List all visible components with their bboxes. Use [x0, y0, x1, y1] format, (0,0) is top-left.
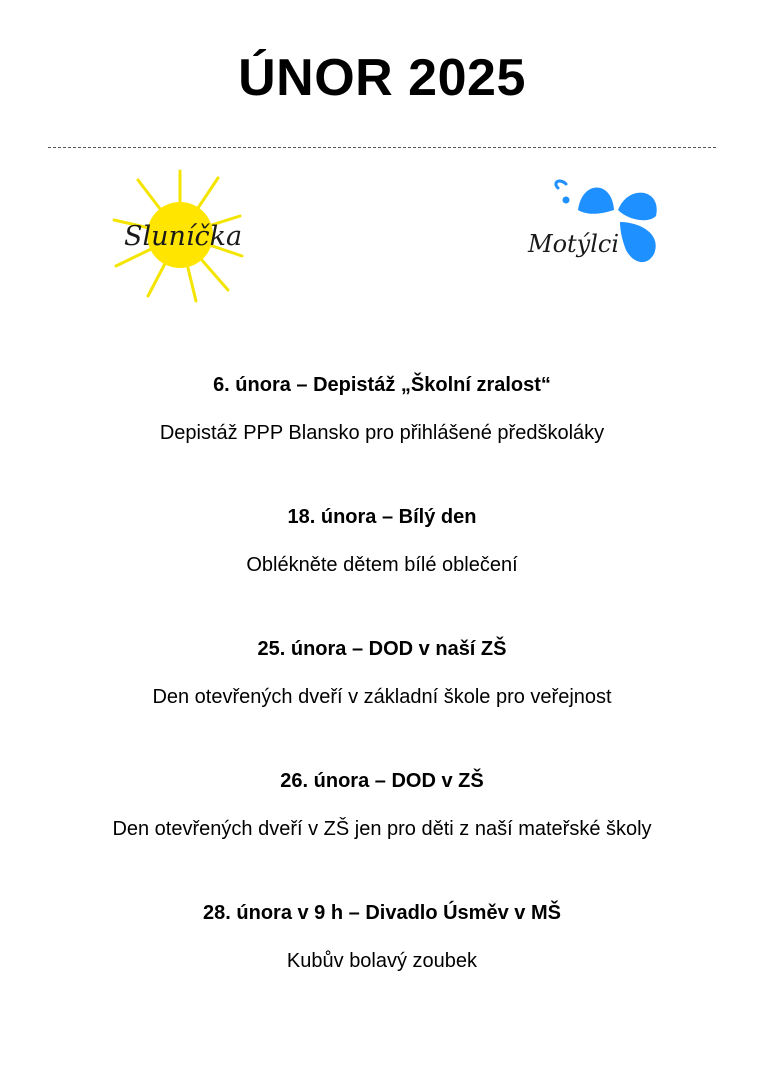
- sun-icon: [110, 168, 250, 303]
- event-item: [0, 900, 764, 1032]
- event-description: Kubův bolavý zoubek: [286, 950, 478, 972]
- motylci-logo-text: Motýlci: [528, 230, 620, 258]
- events-list: [0, 372, 764, 1032]
- butterfly-icon: [522, 172, 667, 282]
- dashed-divider: [48, 147, 716, 148]
- slunicka-logo-text: Sluníčka: [124, 221, 243, 252]
- event-description: Den otevřených dveří v základní škole pro veřejnost: [152, 686, 612, 708]
- event-title: 6. února – Depistáž „Školní zralost“: [213, 374, 551, 396]
- event-item: [0, 768, 764, 900]
- event-item: [0, 504, 764, 636]
- event-title: 26. února – DOD v ZŠ: [280, 770, 484, 792]
- slunicka-logo: [110, 168, 250, 303]
- motylci-logo: [522, 172, 667, 282]
- event-item: [0, 636, 764, 768]
- event-title: 28. února v 9 h – Divadlo Úsměv v MŠ: [203, 902, 561, 924]
- event-description: Den otevřených dveří v ZŠ jen pro děti z naší mateřské školy: [112, 818, 652, 840]
- event-title: 25. února – DOD v naší ZŠ: [257, 638, 507, 660]
- event-description: Depistáž PPP Blansko pro přihlášené předškoláky: [159, 422, 605, 444]
- event-title: 18. února – Bílý den: [287, 506, 477, 528]
- page-title: ÚNOR 2025: [238, 49, 526, 107]
- event-item: [0, 372, 764, 504]
- event-description: Oblékněte dětem bílé oblečení: [246, 554, 518, 576]
